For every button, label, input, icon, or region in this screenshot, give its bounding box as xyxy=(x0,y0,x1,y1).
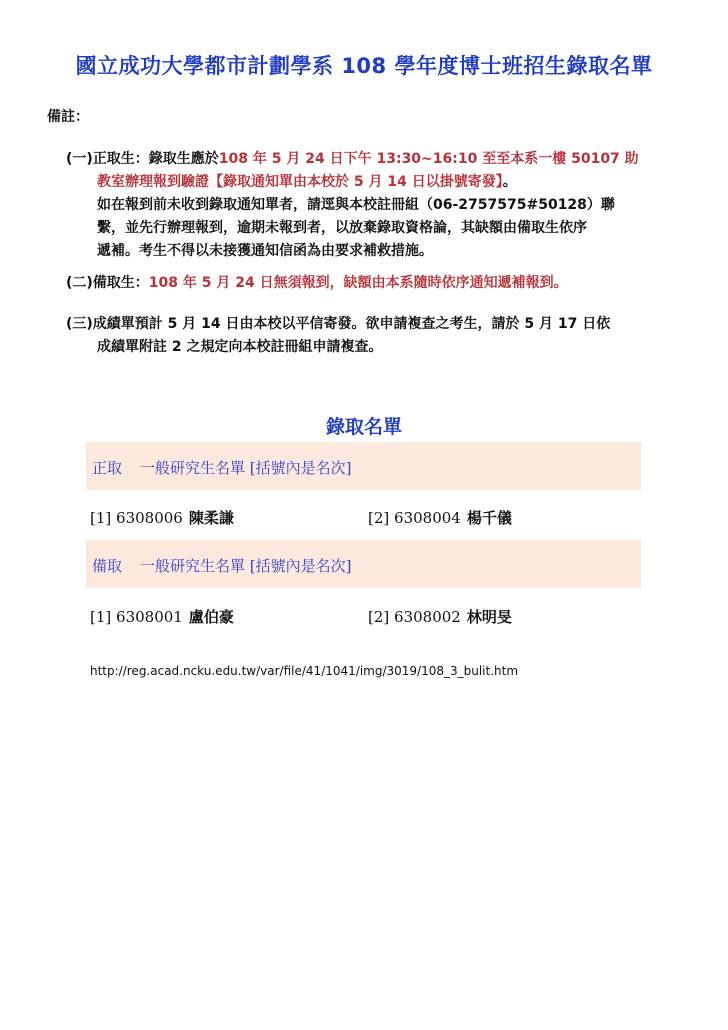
page-title: 國立成功大學都市計劃學系 108 學年度博士班招生錄取名單 xyxy=(75,54,653,78)
applicant-id: 6308001 xyxy=(116,608,183,626)
note-number: (二) xyxy=(66,275,93,291)
section-title: 錄取名單 xyxy=(325,416,402,438)
rank: [1] xyxy=(90,608,112,626)
note-line: 成績單附註 2 之規定向本校註冊組申請複查。 xyxy=(97,339,383,355)
list-item xyxy=(90,507,234,528)
applicant-name: 林明旻 xyxy=(466,608,512,626)
waitlist-header-band xyxy=(86,540,641,588)
applicant-name: 楊千儀 xyxy=(466,509,512,527)
list-item xyxy=(90,606,234,627)
list-item xyxy=(368,507,512,528)
note-end: 。 xyxy=(502,174,517,190)
applicant-name: 盧伯豪 xyxy=(188,608,234,626)
admitted-header-band xyxy=(86,442,641,490)
rank: [1] xyxy=(90,509,112,527)
note-admitted xyxy=(66,148,686,263)
source-url: http://reg.acad.ncku.edu.tw/var/file/41/1041/img/3019/108_3_bulit.htm xyxy=(90,664,519,678)
note-number: (三) xyxy=(66,316,93,332)
note-waitlist xyxy=(66,272,686,295)
note-label: 正取生：錄取生應於 xyxy=(92,151,219,167)
note-red-text-2: 教室辦理報到驗證【錄取通知單由本校於 5 月 14 日以掛號寄發】 xyxy=(97,174,503,190)
waitlist-category: 備取 xyxy=(92,557,123,575)
note-number: (一) xyxy=(66,151,93,167)
note-line: 遞補。考生不得以未接獲通知信函為由要求補救措施。 xyxy=(97,243,433,259)
applicant-id: 6308004 xyxy=(394,509,461,527)
admitted-category: 正取 xyxy=(92,459,123,477)
list-item xyxy=(368,606,512,627)
note-line: 成績單預計 5 月 14 日由本校以平信寄發。欲申請複查之考生，請於 5 月 17 日依 xyxy=(92,316,611,332)
note-transcript xyxy=(66,313,686,359)
rank: [2] xyxy=(368,608,390,626)
remarks-label: 備註： xyxy=(47,109,89,125)
waitlist-desc: 一般研究生名單 [括號內是名次] xyxy=(140,557,352,575)
applicant-name: 陳柔謙 xyxy=(188,509,234,527)
note-red-text: 108 年 5 月 24 日下午 13:30~16:10 至至本系一樓 50107 助 xyxy=(218,151,639,167)
rank: [2] xyxy=(368,509,390,527)
applicant-id: 6308006 xyxy=(116,509,183,527)
note-line: 如在報到前未收到錄取通知單者，請逕與本校註冊組（06-2757575#50128）聯 xyxy=(97,197,615,213)
admitted-desc: 一般研究生名單 [括號內是名次] xyxy=(140,459,352,477)
note-line: 繫，並先行辦理報到，逾期未報到者，以放棄錄取資格論，其缺額由備取生依序 xyxy=(97,220,587,236)
applicant-id: 6308002 xyxy=(394,608,461,626)
note-label: 備取生： xyxy=(92,275,149,291)
note-red-text: 108 年 5 月 24 日無須報到，缺額由本系隨時依序通知遞補報到。 xyxy=(148,275,568,291)
